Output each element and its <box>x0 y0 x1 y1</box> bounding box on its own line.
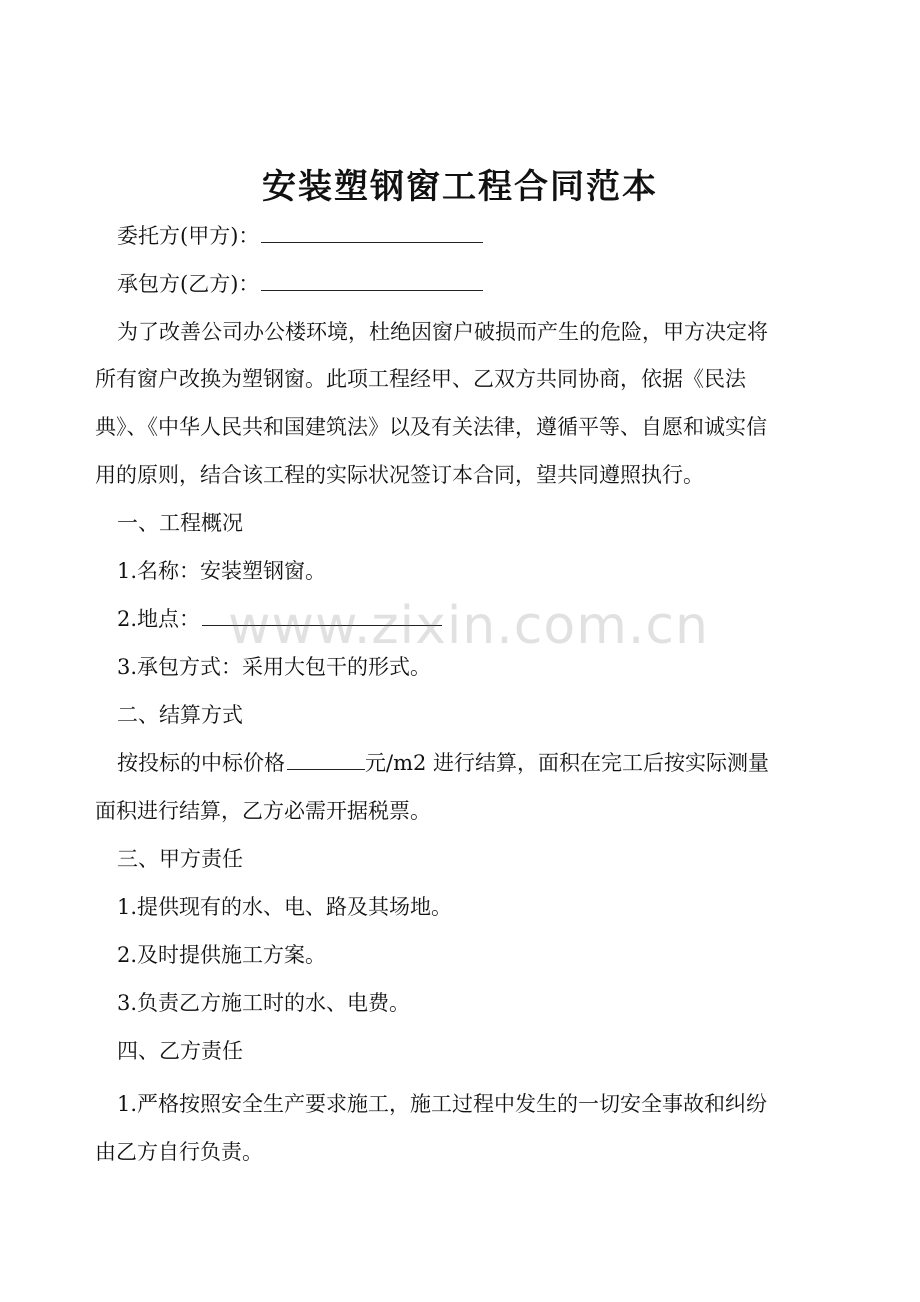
section-1-item-2 <box>95 596 857 643</box>
section-1-item-1: 1.名称：安装塑钢窗。 <box>117 559 327 583</box>
section-2-line-1 <box>95 740 857 787</box>
party-a-label: 委托方(甲方)： <box>117 224 260 248</box>
intro-line-3: 典》、《中华人民共和国建筑法》以及有关法律，遵循平等、自愿和诚实信 <box>95 415 767 439</box>
section-3-item-2: 2.及时提供施工方案。 <box>117 943 327 967</box>
section-3-item-3: 3.负责乙方施工时的水、电费。 <box>117 991 411 1015</box>
location-label: 2.地点： <box>117 607 201 631</box>
section-2-heading: 二、结算方式 <box>117 703 243 727</box>
section-3-item-1: 1.提供现有的水、电、路及其场地。 <box>117 895 453 919</box>
section-1-item-3: 3.承包方式：采用大包干的形式。 <box>117 655 432 679</box>
party-b-line <box>95 261 857 308</box>
party-a-line <box>95 213 857 260</box>
party-b-label: 承包方(乙方)： <box>117 272 260 296</box>
document-title: 安装塑钢窗工程合同范本 <box>262 167 658 207</box>
intro-line-4: 用的原则，结合该工程的实际状况签订本合同，望共同遵照执行。 <box>95 463 704 487</box>
party-b-blank <box>261 269 483 291</box>
intro-line-1: 为了改善公司办公楼环境，杜绝因窗户破损而产生的危险，甲方决定将 <box>117 320 768 344</box>
section-2-line-2: 面积进行结算，乙方必需开据税票。 <box>95 799 431 823</box>
section-3-heading: 三、甲方责任 <box>117 847 243 871</box>
intro-line-2: 所有窗户改换为塑钢窗。此项工程经甲、乙双方共同协商，依据《民法 <box>95 367 746 391</box>
section-4-item-1-line-2: 由乙方自行负责。 <box>95 1140 263 1164</box>
watermark: www.zixin.com.cn <box>228 596 709 656</box>
section-4-item-1-line-1: 1.严格按照安全生产要求施工，施工过程中发生的一切安全事故和纠纷 <box>117 1092 768 1116</box>
section-4-heading: 四、乙方责任 <box>117 1039 243 1063</box>
section-1-heading: 一、工程概况 <box>117 511 243 535</box>
price-blank <box>287 748 365 770</box>
location-blank <box>202 604 442 626</box>
price-label: 按投标的中标价格 <box>117 751 285 775</box>
party-a-blank <box>261 221 483 243</box>
price-unit-text: 元/m2 进行结算，面积在完工后按实际测量 <box>365 751 770 775</box>
